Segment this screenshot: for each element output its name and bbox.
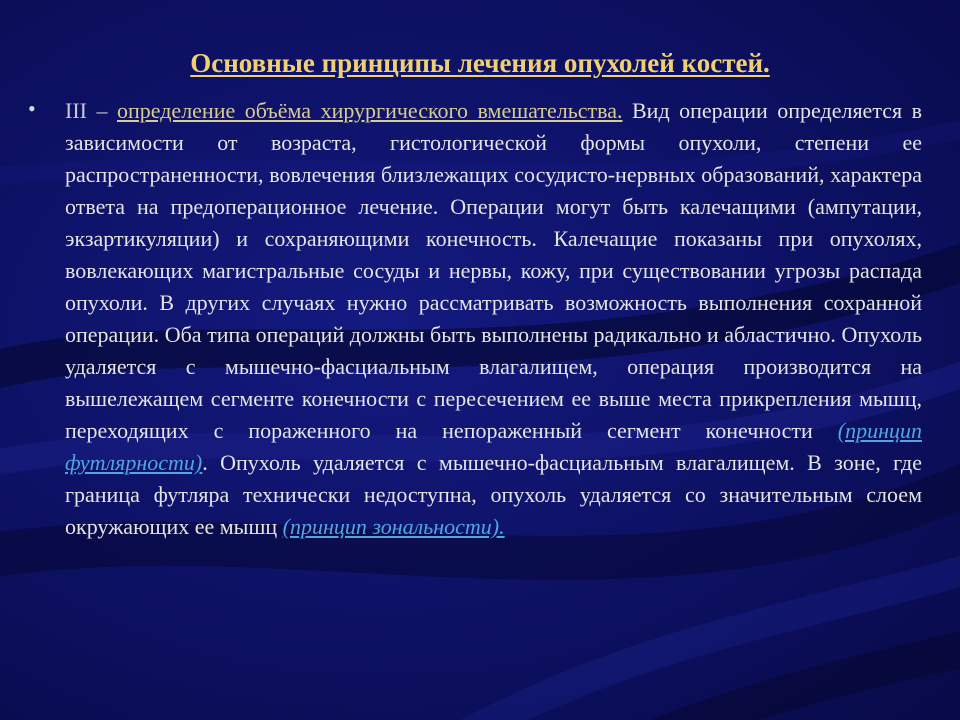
roman-numeral-lead: III – [65, 98, 117, 123]
background-wave [420, 560, 960, 720]
bullet-marker: • [28, 96, 36, 121]
body-paragraph [65, 95, 922, 543]
section-highlight: определение объёма хирургического вмешательства. [116, 98, 623, 123]
slide-title: Основные принципы лечения опухолей костей. [190, 48, 770, 78]
link-principle-case[interactable]: (принцип футлярности) [65, 418, 922, 475]
body-text-part-2: . Опухоль удаляется с мышечно-фасциальным влагалищем. В зоне, где граница футляра технически недоступна, опухоль удаляется со значительным слоем окружающих ее мышц [65, 450, 922, 539]
link-principle-zonality[interactable]: (принцип зональности). [282, 514, 505, 539]
body-text-part-1: Вид операции определяется в зависимости от возраста, гистологической формы опухоли, степени ее распространенности, вовлечения близлежащих сосудисто-нервных образований, характера ответа на предоперационное лечение. Операции могут быть калечащими (ампутации, экзартикуляции) и сохраняющими конечность. Калечащие показаны при опухолях, вовлекающих магистральные сосуды и нервы, кожу, при существовании угрозы распада опухоли. В других случаях нужно рассматривать возможность выполнения сохранной операции. Оба типа операций должны быть выполнены радикально и абластично. Опухоль удаляется с мышечно-фасциальным влагалищем, операция производится на вышележащем сегменте конечности с пересечением ее выше места прикрепления мышц, переходящих с пораженного на непораженный сегмент конечности [65, 98, 922, 443]
